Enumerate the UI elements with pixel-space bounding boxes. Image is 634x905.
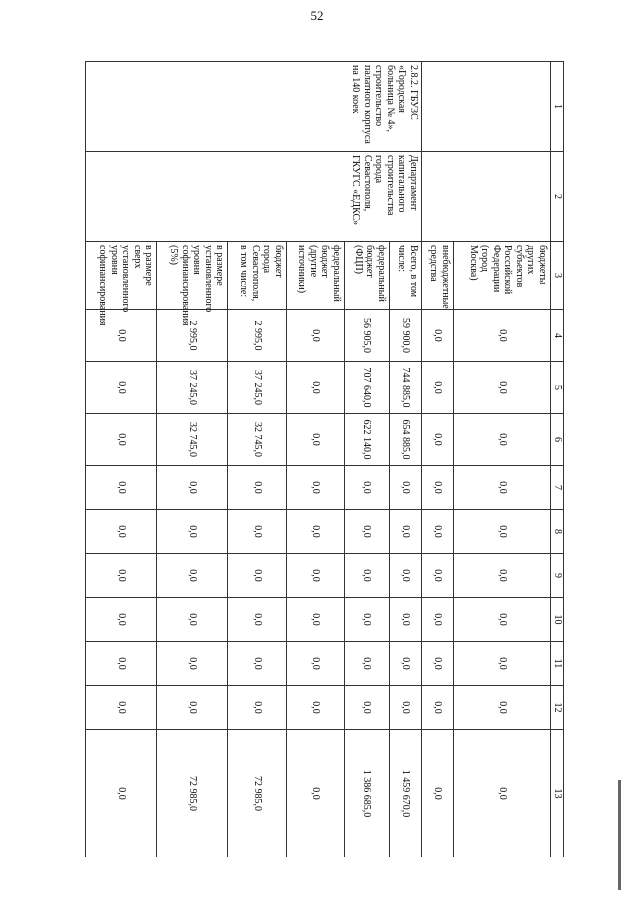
value-cell: 0,0: [86, 466, 157, 510]
value-cell: 0,0: [157, 642, 228, 686]
value-cell: 37 245,0: [157, 362, 228, 414]
value-cell: 0,0: [86, 554, 157, 598]
scan-edge-shadow: [618, 780, 621, 890]
table-row: [453, 62, 550, 858]
value-cell: 0,0: [157, 466, 228, 510]
value-cell: 0,0: [421, 686, 453, 730]
col-header-4: 4: [551, 310, 564, 362]
value-cell: 0,0: [453, 554, 550, 598]
value-cell: 1 459 670,0: [389, 730, 421, 858]
col-header-7: 7: [551, 466, 564, 510]
value-cell: 0,0: [453, 310, 550, 362]
value-cell: 0,0: [286, 686, 344, 730]
funding-table: [85, 61, 564, 857]
table-body: [86, 62, 564, 858]
value-cell: 0,0: [228, 686, 286, 730]
value-cell: 32 745,0: [157, 414, 228, 466]
col-header-12: 12: [551, 686, 564, 730]
object-name-cell: [421, 62, 550, 152]
value-cell: 2 995,0: [228, 310, 286, 362]
value-cell: 0,0: [344, 554, 389, 598]
executor-cell: [421, 152, 550, 242]
value-cell: 0,0: [389, 686, 421, 730]
col-header-10: 10: [551, 598, 564, 642]
value-cell: 0,0: [157, 510, 228, 554]
value-cell: 622 140,0: [344, 414, 389, 466]
value-cell: 0,0: [421, 510, 453, 554]
executor-cell: Департамент капитального строительства города Севастополя, ГКУГС «ЕДКС»: [86, 152, 422, 242]
col-header-8: 8: [551, 510, 564, 554]
value-cell: 0,0: [86, 598, 157, 642]
value-cell: 0,0: [453, 510, 550, 554]
value-cell: 0,0: [344, 598, 389, 642]
header-row: [551, 62, 564, 858]
value-cell: 0,0: [421, 466, 453, 510]
value-cell: 0,0: [389, 510, 421, 554]
value-cell: 0,0: [86, 310, 157, 362]
value-cell: 0,0: [286, 414, 344, 466]
value-cell: 0,0: [453, 466, 550, 510]
value-cell: 0,0: [286, 310, 344, 362]
value-cell: 0,0: [157, 598, 228, 642]
value-cell: 0,0: [421, 310, 453, 362]
col-header-11: 11: [551, 642, 564, 686]
value-cell: 0,0: [421, 414, 453, 466]
object-name-cell: 2.8.2. ГБУЗС «Городская больница № 4», строительство палатного корпуса на 140 коек: [86, 62, 422, 152]
value-cell: 0,0: [421, 598, 453, 642]
value-cell: 0,0: [421, 642, 453, 686]
value-cell: 0,0: [157, 554, 228, 598]
col-header-13: 13: [551, 730, 564, 858]
value-cell: 0,0: [228, 554, 286, 598]
funding-source-cell: внебюджетные средства: [421, 242, 453, 310]
value-cell: 0,0: [228, 598, 286, 642]
col-header-6: 6: [551, 414, 564, 466]
value-cell: 0,0: [421, 554, 453, 598]
value-cell: 72 985,0: [228, 730, 286, 858]
value-cell: 37 245,0: [228, 362, 286, 414]
value-cell: 59 900,0: [389, 310, 421, 362]
value-cell: 2 995,0: [157, 310, 228, 362]
col-header-5: 5: [551, 362, 564, 414]
value-cell: 0,0: [286, 554, 344, 598]
funding-source-cell: в размере сверх установленного уровня софинансирования: [86, 242, 157, 310]
value-cell: 0,0: [286, 642, 344, 686]
value-cell: 707 640,0: [344, 362, 389, 414]
col-header-2: 2: [551, 152, 564, 242]
value-cell: 0,0: [286, 510, 344, 554]
table-row: [389, 62, 421, 858]
page-number: 52: [310, 8, 324, 23]
funding-source-cell: федеральный бюджет (ФЦП): [344, 242, 389, 310]
value-cell: 0,0: [389, 554, 421, 598]
value-cell: 0,0: [228, 510, 286, 554]
value-cell: 0,0: [286, 598, 344, 642]
value-cell: 0,0: [453, 598, 550, 642]
value-cell: 0,0: [453, 642, 550, 686]
value-cell: 0,0: [453, 730, 550, 858]
funding-source-cell: федеральный бюджет (другие источники): [286, 242, 344, 310]
value-cell: 0,0: [389, 466, 421, 510]
value-cell: 0,0: [389, 642, 421, 686]
value-cell: 0,0: [228, 642, 286, 686]
col-header-3: 3: [551, 242, 564, 310]
value-cell: 0,0: [86, 642, 157, 686]
value-cell: 0,0: [286, 730, 344, 858]
value-cell: 1 386 685,0: [344, 730, 389, 858]
value-cell: 0,0: [86, 730, 157, 858]
value-cell: 744 885,0: [389, 362, 421, 414]
funding-source-cell: бюджет города Севастополя, в том числе:: [228, 242, 286, 310]
value-cell: 0,0: [344, 466, 389, 510]
landscape-table-container: [85, 61, 564, 857]
value-cell: 0,0: [86, 362, 157, 414]
funding-source-cell: бюджеты других субъектов Российской Федерации (город Москва): [453, 242, 550, 310]
value-cell: 0,0: [453, 414, 550, 466]
value-cell: 0,0: [228, 466, 286, 510]
value-cell: 0,0: [86, 510, 157, 554]
value-cell: 0,0: [286, 362, 344, 414]
value-cell: 56 905,0: [344, 310, 389, 362]
col-header-9: 9: [551, 554, 564, 598]
value-cell: 0,0: [86, 686, 157, 730]
value-cell: 0,0: [344, 686, 389, 730]
funding-source-cell: Всего, в том числе:: [389, 242, 421, 310]
value-cell: 0,0: [421, 730, 453, 858]
value-cell: 0,0: [453, 686, 550, 730]
col-header-1: 1: [551, 62, 564, 152]
value-cell: 0,0: [286, 466, 344, 510]
funding-source-cell: в размере установленного уровня софинансирования (5%): [157, 242, 228, 310]
value-cell: 0,0: [344, 642, 389, 686]
value-cell: 654 885,0: [389, 414, 421, 466]
value-cell: 0,0: [453, 362, 550, 414]
value-cell: 0,0: [157, 686, 228, 730]
value-cell: 0,0: [86, 414, 157, 466]
value-cell: 0,0: [421, 362, 453, 414]
value-cell: 32 745,0: [228, 414, 286, 466]
value-cell: 0,0: [389, 598, 421, 642]
value-cell: 72 985,0: [157, 730, 228, 858]
rotated-table-area: [85, 61, 564, 857]
value-cell: 0,0: [344, 510, 389, 554]
